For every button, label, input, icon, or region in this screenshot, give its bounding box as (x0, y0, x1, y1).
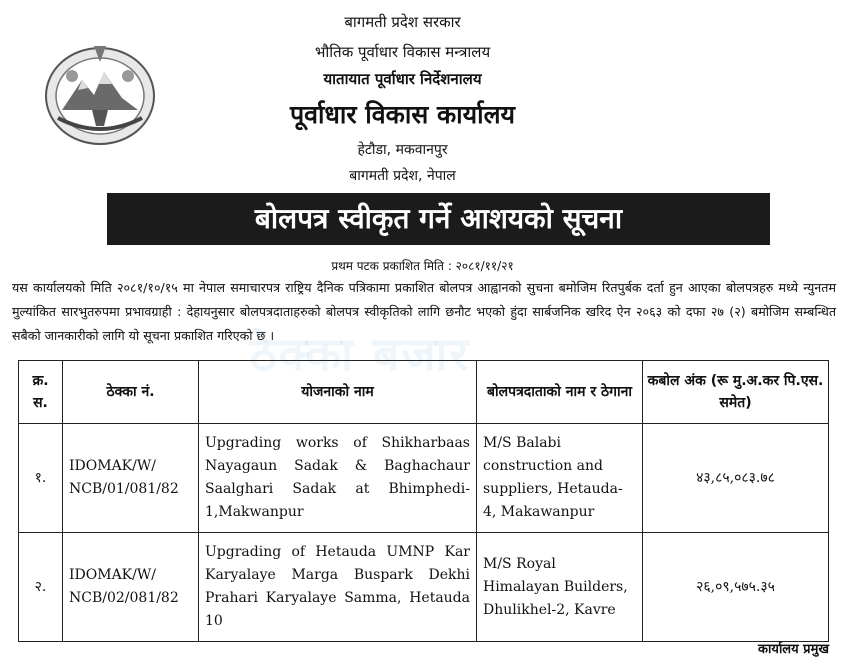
office-city: हेटौडा, मकवानपुर (357, 142, 448, 158)
row-amount: ४३,८५,०८३.७८ (643, 424, 829, 533)
office-title: पूर्वाधार विकास कार्यालय (289, 100, 516, 129)
header-amount: कबोल अंक (रू मु.अ.कर पि.एस. समेत) (643, 361, 829, 424)
notice-title-banner: बोलपत्र स्वीकृत गर्ने आशयको सूचना (107, 193, 770, 245)
ministry-line: भौतिक पूर्वाधार विकास मन्त्रालय (314, 43, 491, 61)
directorate-line: यातायात पूर्वाधार निर्देशनालय (323, 70, 482, 88)
row-project-name: Upgrading works of Shikharbaas Nayagaun Sadak & Baghachaur Saalghari Sadak at Bhimphedi-1,Makwanpur (199, 424, 477, 533)
notice-intro-paragraph: यस कार्यालयको मिति २०८१/१०/१५ मा नेपाल समाचारपत्र राष्ट्रिय दैनिक पत्रिकामा प्रकाशित बोलपत्र आह्वानको सुचना बमोजिम रितपुर्बक दर्ता हुन आएका बोलपत्रहरु मध्ये न्युनतम मुल्यांकित सारभुतरुपमा प्रभावग्राही : देहायनुसार बोलपत्रदाताहरुको बोलपत्र स्वीकृतिको लागि छनौट भएको हुंदा सार्बजनिक खरिद ऐन २०६३ को दफा २७ (२) बमोजिम सम्बन्धित सबैको जानकारीको लागि यो सूचना प्रकाशित गरिएको छ । (12, 280, 836, 343)
row-amount: २६,०९,५७५.३५ (643, 533, 829, 642)
office-province: बागमती प्रदेश, नेपाल (349, 168, 456, 184)
table-header-row (19, 361, 829, 424)
header-serial: क्र. स. (19, 361, 63, 424)
tender-table (18, 360, 829, 642)
table-row (19, 533, 829, 642)
row-serial: १. (19, 424, 63, 533)
row-contract-no: IDOMAK/W/ NCB/02/081/82 (63, 533, 199, 642)
row-bidder: M/S Royal Himalayan Builders, Dhulikhel-2, Kavre (477, 533, 643, 642)
table-row (19, 424, 829, 533)
row-contract-no: IDOMAK/W/ NCB/01/081/82 (63, 424, 199, 533)
header-contract-no: ठेक्का नं. (63, 361, 199, 424)
row-serial: २. (19, 533, 63, 642)
published-date: प्रथम पटक प्रकाशित मिति : २०८१/११/२१ (331, 259, 514, 273)
watermark-text: ठेक्का बजार (250, 327, 471, 381)
header-project-name: योजनाको नाम (199, 361, 477, 424)
row-bidder: M/S Balabi construction and suppliers, Hetauda-4, Makawanpur (477, 424, 643, 533)
header-bidder: बोलपत्रदाताको नाम र ठेगाना (477, 361, 643, 424)
row-project-name: Upgrading of Hetauda UMNP Kar Karyalaye Marga Buspark Dekhi Prahari Karyalaye Samma, Hetauda 10 (199, 533, 477, 642)
province-government-line: बागमती प्रदेश सरकार (344, 13, 461, 31)
office-chief-signoff: कार्यालय प्रमुख (758, 642, 829, 657)
